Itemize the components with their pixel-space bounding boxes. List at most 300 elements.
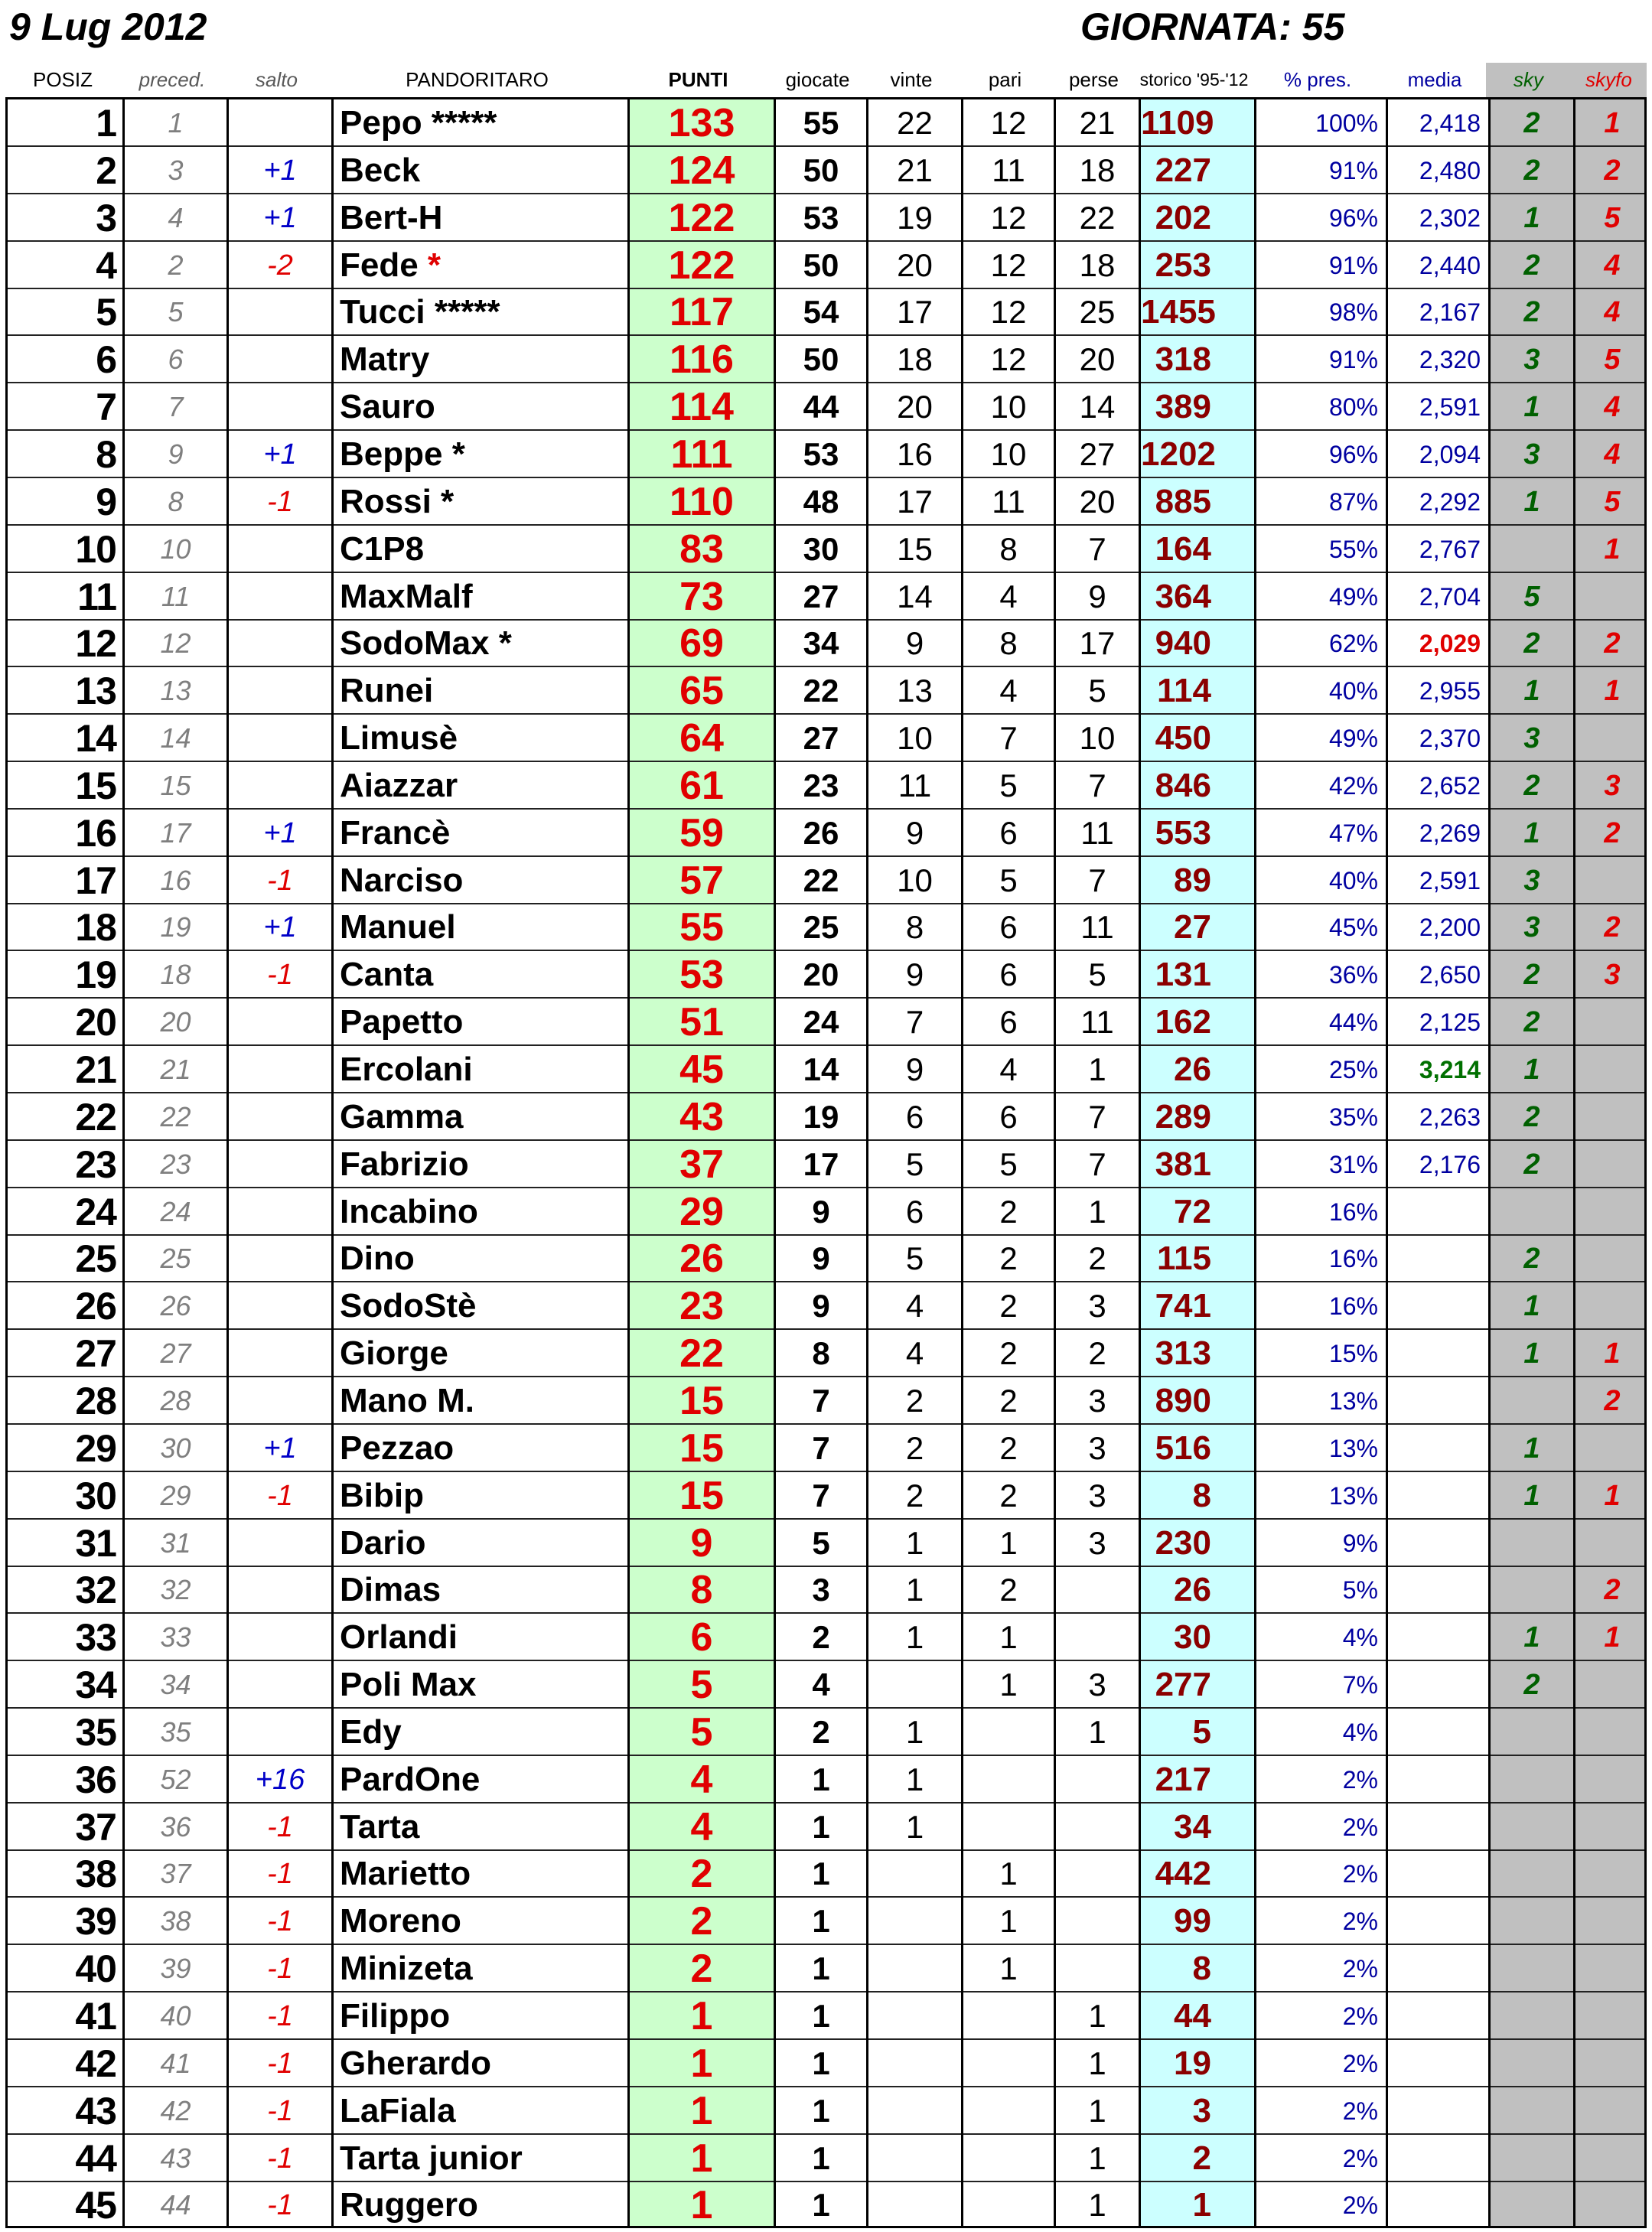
cell-history: 2 (1192, 2139, 1211, 2177)
cell-won: 22 (897, 105, 933, 141)
cell-position: 35 (75, 1710, 116, 1754)
cell-attendance-pct: 2% (1342, 2191, 1378, 2220)
cell-won: 10 (897, 862, 933, 898)
cell-sky: 1 (1523, 675, 1540, 708)
table-row (8, 2135, 1647, 2182)
cell-history: 227 (1155, 151, 1211, 189)
cell-player-name (334, 1898, 627, 1944)
column-divider (331, 99, 334, 2228)
cell-drawn: 6 (999, 956, 1018, 993)
cell-played: 7 (812, 1477, 830, 1514)
cell-history: 5 (1192, 1712, 1211, 1751)
cell-skyfo (1575, 1804, 1647, 1849)
cell-points: 22 (679, 1331, 724, 1377)
cell-lost: 1 (1088, 1998, 1106, 2034)
cell-attendance-pct: 47% (1328, 819, 1378, 847)
cell-sky (1491, 2181, 1573, 2227)
cell-won: 6 (905, 1098, 924, 1135)
cell-previous-position: 35 (160, 1716, 191, 1748)
cell-history: 131 (1155, 956, 1211, 994)
cell-won: 7 (905, 1004, 924, 1041)
cell-average: 2,167 (1419, 298, 1481, 327)
cell-history: 846 (1155, 766, 1211, 804)
cell-attendance-pct: 5% (1342, 1576, 1378, 1605)
cell-points: 1 (690, 1994, 713, 2038)
table-row (8, 715, 1647, 762)
cell-history: 1455 (1141, 293, 1216, 331)
cell-skyfo (1575, 1188, 1647, 1234)
cell-previous-position: 31 (160, 1527, 191, 1559)
player-name-text: Pepo ***** (340, 104, 497, 142)
cell-history: 313 (1155, 1334, 1211, 1373)
cell-points: 51 (679, 1000, 724, 1045)
player-name-text: Narciso (340, 861, 464, 899)
table-row (8, 99, 1647, 147)
cell-won: 9 (905, 956, 924, 993)
cell-won: 4 (905, 1288, 924, 1325)
cell-position-change: +1 (263, 911, 297, 944)
cell-played: 22 (803, 673, 839, 709)
cell-drawn: 2 (999, 1572, 1018, 1608)
cell-lost (1056, 1850, 1139, 1896)
player-name-text: Gamma (340, 1097, 464, 1136)
cell-attendance-pct: 2% (1342, 2002, 1378, 2030)
cell-average: 2,029 (1419, 630, 1481, 658)
player-name-text: Mano M. (340, 1381, 474, 1419)
cell-player-name (334, 1661, 627, 1707)
cell-previous-position: 42 (160, 2094, 191, 2126)
cell-lost (1056, 1566, 1139, 1612)
player-name-text: Matry (340, 341, 430, 379)
cell-average (1388, 2087, 1488, 2133)
cell-attendance-pct: 16% (1328, 1245, 1378, 1273)
cell-lost: 7 (1088, 1145, 1106, 1182)
cell-position: 9 (96, 480, 116, 523)
cell-average: 2,320 (1419, 346, 1481, 374)
cell-points: 29 (679, 1189, 724, 1234)
cell-skyfo (1575, 1520, 1647, 1566)
cell-points: 15 (679, 1378, 724, 1423)
cell-drawn: 8 (999, 625, 1018, 662)
date-title: 9 Lug 2012 (9, 5, 207, 48)
player-name-text: Marietto (340, 1855, 471, 1893)
cell-player-name (334, 667, 627, 713)
cell-played: 1 (812, 1808, 830, 1845)
cell-previous-position: 22 (160, 1100, 191, 1132)
player-name-text: Beppe * (340, 435, 465, 473)
player-name-text: C1P8 (340, 529, 425, 568)
cell-previous-position: 16 (160, 864, 191, 896)
table-row (8, 431, 1647, 478)
table-row (8, 1709, 1647, 1756)
player-name-text: Manuel (340, 908, 456, 947)
cell-won: 1 (905, 1713, 924, 1750)
cell-player-name (334, 1377, 627, 1423)
cell-points: 69 (679, 621, 724, 666)
cell-points: 1 (690, 2136, 713, 2181)
cell-player-name (334, 1993, 627, 2038)
cell-sky: 2 (1523, 107, 1540, 139)
cell-attendance-pct: 98% (1328, 298, 1378, 327)
table-row (8, 2087, 1647, 2135)
cell-position-change (229, 1188, 331, 1234)
cell-lost: 27 (1079, 435, 1116, 472)
cell-played: 27 (803, 578, 839, 614)
cell-skyfo: 2 (1604, 816, 1621, 849)
cell-player-name (334, 1945, 627, 1991)
cell-previous-position: 26 (160, 1290, 191, 1322)
cell-skyfo (1575, 2135, 1647, 2181)
table-row (8, 810, 1647, 857)
cell-attendance-pct: 2% (1342, 2144, 1378, 2172)
cell-average (1388, 1804, 1488, 1849)
cell-player-name (334, 526, 627, 572)
cell-drawn (963, 1804, 1054, 1849)
cell-average: 2,094 (1419, 440, 1481, 468)
cell-skyfo: 1 (1604, 675, 1621, 708)
cell-played: 2 (812, 1713, 830, 1750)
table-row (8, 573, 1647, 621)
column-divider (1386, 99, 1388, 2228)
cell-previous-position: 41 (160, 2047, 191, 2079)
cell-position: 22 (75, 1095, 116, 1139)
cell-points: 111 (670, 432, 733, 477)
table-row (8, 1188, 1647, 1236)
cell-played: 1 (812, 2139, 830, 2176)
cell-played: 1 (812, 1950, 830, 1987)
cell-player-name (334, 715, 627, 761)
cell-average: 2,591 (1419, 866, 1481, 894)
cell-won (868, 2087, 961, 2133)
cell-position: 5 (96, 291, 116, 334)
cell-history: 8 (1192, 1476, 1211, 1514)
header-pct: % pres. (1283, 68, 1352, 91)
cell-previous-position: 23 (160, 1148, 191, 1180)
table-row (8, 1804, 1647, 1851)
cell-position: 12 (75, 622, 116, 666)
cell-position: 11 (77, 575, 116, 618)
cell-average: 2,440 (1419, 251, 1481, 279)
cell-player-name (334, 1188, 627, 1234)
cell-sky: 1 (1523, 1054, 1540, 1086)
player-name-text: Limusè (340, 719, 458, 758)
cell-average: 2,269 (1419, 819, 1481, 847)
cell-lost: 20 (1079, 341, 1116, 378)
cell-history: 277 (1155, 1666, 1211, 1704)
cell-sky (1491, 1188, 1573, 1234)
cell-position: 41 (75, 1995, 116, 2038)
cell-won: 11 (898, 767, 932, 803)
cell-player-name (334, 194, 627, 240)
cell-played: 50 (803, 246, 839, 283)
cell-lost: 3 (1088, 1477, 1106, 1514)
cell-drawn: 2 (999, 1240, 1018, 1277)
cell-won: 9 (905, 625, 924, 662)
cell-position: 37 (75, 1805, 116, 1849)
cell-won: 1 (905, 1808, 924, 1845)
player-name-text: MaxMalf (340, 577, 473, 615)
cell-drawn: 5 (999, 862, 1018, 898)
player-flag-marker: * (418, 246, 442, 284)
table-row (8, 383, 1647, 431)
table-row (8, 1141, 1647, 1188)
cell-attendance-pct: 62% (1328, 630, 1378, 658)
cell-attendance-pct: 13% (1328, 1481, 1378, 1510)
cell-drawn: 1 (999, 1667, 1018, 1703)
player-name-text: Ruggero (340, 2186, 478, 2224)
cell-played: 2 (812, 1619, 830, 1656)
cell-lost: 14 (1079, 389, 1116, 425)
cell-history: 516 (1155, 1429, 1211, 1467)
cell-attendance-pct: 96% (1328, 440, 1378, 468)
cell-position: 8 (96, 432, 116, 476)
cell-drawn: 1 (999, 1619, 1018, 1656)
cell-points: 37 (679, 1142, 724, 1187)
table-row (8, 1093, 1647, 1141)
cell-previous-position: 7 (168, 391, 184, 423)
player-name-text: Giorge (340, 1334, 448, 1373)
cell-average (1388, 1377, 1488, 1423)
cell-sky: 3 (1523, 344, 1540, 376)
cell-played: 50 (803, 341, 839, 378)
cell-previous-position: 18 (160, 959, 191, 991)
cell-skyfo: 5 (1604, 201, 1621, 234)
cell-history: 885 (1155, 482, 1211, 520)
cell-previous-position: 28 (160, 1384, 191, 1416)
cell-previous-position: 17 (160, 816, 191, 849)
player-name-text: Aiazzar (340, 766, 458, 804)
cell-average: 2,418 (1419, 109, 1481, 137)
cell-played: 50 (803, 152, 839, 188)
cell-player-name (334, 336, 627, 382)
cell-points: 133 (668, 101, 735, 145)
cell-attendance-pct: 4% (1342, 1718, 1378, 1746)
header-skyfo: skyfo (1571, 63, 1647, 97)
cell-points: 1 (690, 2088, 713, 2133)
cell-attendance-pct: 2% (1342, 1908, 1378, 1936)
cell-previous-position: 12 (160, 627, 191, 660)
cell-position: 33 (75, 1616, 116, 1660)
cell-attendance-pct: 91% (1328, 251, 1378, 279)
cell-points: 116 (670, 337, 734, 383)
table-row (8, 336, 1647, 383)
cell-player-name (334, 1046, 627, 1092)
cell-drawn: 12 (990, 246, 1027, 283)
cell-previous-position: 13 (160, 675, 191, 707)
cell-attendance-pct: 2% (1342, 1813, 1378, 1841)
cell-played: 20 (803, 956, 839, 993)
cell-sky (1491, 1756, 1573, 1802)
cell-average (1388, 2135, 1488, 2181)
cell-average (1388, 1520, 1488, 1566)
column-divider (1488, 99, 1491, 2228)
cell-played: 54 (803, 294, 839, 331)
cell-position: 15 (75, 764, 116, 807)
cell-previous-position: 32 (160, 1574, 191, 1606)
cell-won: 10 (897, 720, 933, 757)
player-name-text: Rossi * (340, 482, 455, 520)
cell-played: 7 (812, 1429, 830, 1466)
cell-position: 43 (75, 2089, 116, 2133)
cell-played: 22 (803, 862, 839, 898)
cell-won: 9 (905, 814, 924, 851)
cell-history: 253 (1155, 246, 1211, 284)
header-lost: perse (1068, 68, 1119, 91)
cell-position-change (229, 620, 331, 666)
column-divider (627, 99, 630, 2228)
cell-average: 3,214 (1419, 1056, 1481, 1083)
cell-lost (1056, 1614, 1139, 1660)
cell-played: 9 (812, 1288, 830, 1325)
cell-position-change (229, 526, 331, 572)
cell-played: 17 (803, 1145, 839, 1182)
cell-lost: 5 (1088, 673, 1106, 709)
cell-lost: 3 (1088, 1524, 1106, 1561)
header-prev: preced. (138, 68, 206, 91)
cell-lost: 3 (1088, 1382, 1106, 1419)
cell-attendance-pct: 91% (1328, 346, 1378, 374)
cell-attendance-pct: 42% (1328, 771, 1378, 800)
player-name-text: Dario (340, 1523, 426, 1562)
cell-previous-position: 38 (160, 1905, 191, 1937)
cell-sky: 2 (1523, 959, 1540, 992)
cell-position: 30 (75, 1474, 116, 1517)
table-row (8, 951, 1647, 999)
cell-average (1388, 2181, 1488, 2227)
column-divider (1054, 99, 1056, 2228)
cell-position-change (229, 1093, 331, 1139)
cell-player-name (334, 810, 627, 855)
cell-player-name (334, 2087, 627, 2133)
cell-drawn: 10 (990, 435, 1027, 472)
cell-attendance-pct: 2% (1342, 2049, 1378, 2077)
table-row (8, 1235, 1647, 1282)
cell-player-name (334, 857, 627, 903)
cell-position: 26 (75, 1285, 116, 1328)
cell-won (868, 2135, 961, 2181)
cell-position: 34 (75, 1663, 116, 1707)
cell-played: 14 (803, 1051, 839, 1087)
cell-played: 1 (812, 1998, 830, 2034)
cell-previous-position: 15 (160, 769, 191, 801)
cell-history: 1109 (1141, 104, 1214, 142)
cell-history: 450 (1155, 719, 1211, 758)
cell-player-name (334, 2040, 627, 2086)
cell-average (1388, 1614, 1488, 1660)
cell-position: 7 (96, 386, 116, 429)
cell-previous-position: 5 (168, 296, 184, 328)
cell-position-change: -1 (267, 2047, 293, 2080)
cell-position-change: -1 (267, 2142, 293, 2175)
cell-drawn: 8 (999, 530, 1018, 567)
cell-played: 1 (812, 2045, 830, 2081)
cell-average: 2,125 (1419, 1008, 1481, 1037)
cell-position-change (229, 999, 331, 1044)
cell-drawn (963, 2135, 1054, 2181)
cell-won: 20 (897, 389, 933, 425)
cell-position: 21 (75, 1048, 116, 1091)
cell-position: 20 (75, 1001, 116, 1044)
cell-won (868, 1661, 961, 1707)
cell-history: 30 (1174, 1618, 1211, 1657)
cell-attendance-pct: 16% (1328, 1292, 1378, 1321)
cell-attendance-pct: 87% (1328, 487, 1378, 516)
cell-history: 389 (1155, 388, 1211, 426)
cell-player-name (334, 1756, 627, 1802)
cell-points: 2 (690, 1852, 713, 1897)
cell-played: 44 (803, 389, 839, 425)
cell-won (868, 1993, 961, 2038)
cell-position-change (229, 1235, 331, 1281)
cell-attendance-pct: 40% (1328, 866, 1378, 894)
player-name-text: Tucci ***** (340, 293, 500, 331)
cell-attendance-pct: 100% (1315, 109, 1378, 137)
cell-previous-position: 4 (168, 201, 184, 233)
cell-position-change: -1 (267, 2000, 293, 2032)
cell-won: 13 (897, 673, 933, 709)
cell-history: 442 (1155, 1855, 1211, 1893)
player-name-text: Canta (340, 956, 434, 994)
cell-position-change (229, 573, 331, 619)
cell-average: 2,302 (1419, 204, 1481, 232)
cell-played: 3 (812, 1572, 830, 1608)
cell-previous-position: 33 (160, 1621, 191, 1654)
cell-position-change: +1 (263, 154, 297, 187)
table-row (8, 904, 1647, 951)
cell-average: 2,370 (1419, 725, 1481, 753)
cell-position: 18 (75, 906, 116, 950)
player-name-text: Bert-H (340, 198, 443, 236)
cell-won (868, 2040, 961, 2086)
cell-average (1388, 1945, 1488, 1991)
cell-sky: 1 (1523, 1432, 1540, 1465)
cell-average (1388, 1709, 1488, 1755)
header-jump: salto (256, 68, 298, 91)
cell-skyfo: 2 (1604, 627, 1621, 660)
cell-sky: 3 (1523, 722, 1540, 755)
player-name-text: Filippo (340, 1997, 451, 2035)
cell-sky: 1 (1523, 1290, 1540, 1323)
cell-player-name (334, 1520, 627, 1566)
cell-attendance-pct: 25% (1328, 1056, 1378, 1083)
cell-lost: 9 (1088, 578, 1106, 614)
column-divider (1573, 99, 1575, 2228)
cell-skyfo: 4 (1604, 391, 1621, 424)
cell-history: 26 (1174, 1571, 1211, 1609)
cell-average (1388, 1330, 1488, 1376)
cell-lost: 18 (1079, 246, 1116, 283)
cell-player-name (334, 1425, 627, 1471)
cell-previous-position: 8 (168, 485, 184, 517)
cell-previous-position: 19 (160, 911, 191, 943)
cell-drawn (963, 2040, 1054, 2086)
cell-sky (1491, 2087, 1573, 2133)
cell-attendance-pct: 9% (1342, 1529, 1378, 1557)
cell-won: 20 (897, 246, 933, 283)
cell-drawn: 2 (999, 1288, 1018, 1325)
cell-position-change: -1 (267, 485, 293, 518)
cell-drawn (963, 1756, 1054, 1802)
cell-won: 16 (897, 435, 933, 472)
cell-position-change (229, 1141, 331, 1187)
cell-previous-position: 3 (168, 154, 184, 186)
cell-player-name (334, 1093, 627, 1139)
cell-attendance-pct: 15% (1328, 1340, 1378, 1368)
cell-history: 1 (1192, 2186, 1211, 2224)
table-row (8, 1850, 1647, 1898)
cell-position: 39 (75, 1900, 116, 1944)
cell-lost: 20 (1079, 483, 1116, 520)
